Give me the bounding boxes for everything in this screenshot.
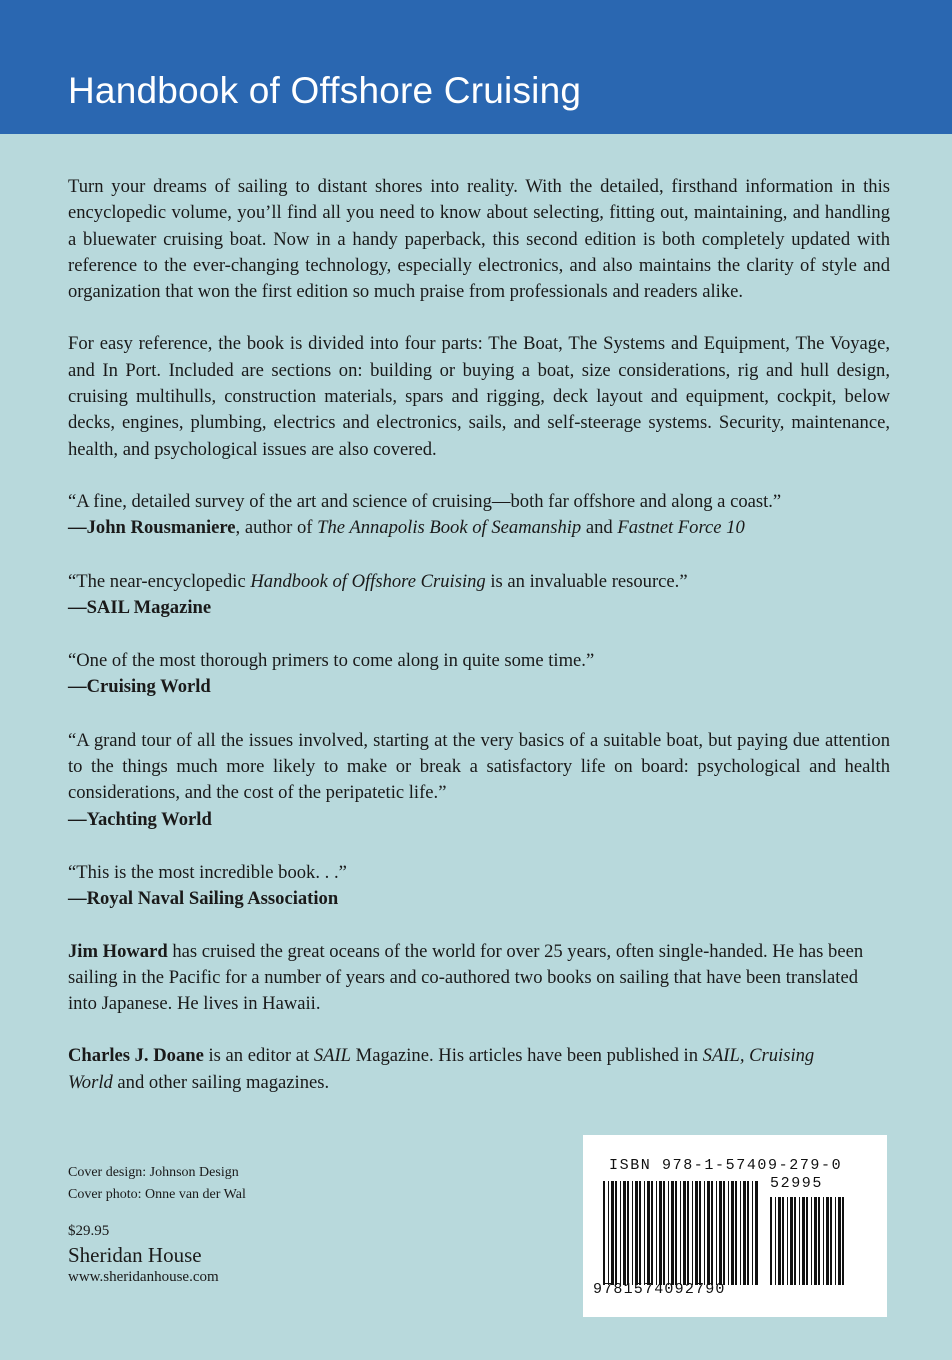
barcode-bar [647,1181,650,1285]
review-source: —SAIL Magazine [68,596,212,618]
barcode-bar [778,1197,781,1285]
isbn-barcode [583,1135,887,1317]
barcode-bar [787,1197,788,1285]
barcode-bar [782,1197,784,1285]
publisher-name: Sheridan House [68,1243,202,1267]
barcode-bar [692,1181,693,1285]
barcode-bar [699,1181,701,1285]
barcode-bar [740,1181,741,1285]
barcode-bar [835,1197,836,1285]
barcode-bar [752,1181,753,1285]
review-quote: “A fine, detailed survey of the art and science of cruising—both far offshore and along a coast.” [68,490,782,512]
barcode-bar [644,1181,645,1285]
price: $29.95 [68,1223,110,1239]
author-bio-howard: Jim Howard has cruised the great oceans of the world for over 25 years, often single-handed. He has been sailing in the Pacific for a number of years and co-authored two books on sailing that have been translated into Japanese. He lives in Hawaii. [68,940,864,1015]
author-bio-doane: Charles J. Doane is an editor at SAIL Magazine. His articles have been published in SAIL, Cruising World and other sailing magazines. [68,1045,815,1093]
review-3 [68,648,890,701]
description-paragraph: Turn your dreams of sailing to distant shores into reality. With the detailed, firsthand information in this encyclopedic volume, you’ll find all you need to know about selecting, fitting out, maintaining, and handling a bluewater cruising boat. Now in a handy paperback, this second edition is both completely updated with reference to the ever-changing technology, especially electronics, and also maintains the clarity of style and organization that won the first edition so much praise from professionals and readers alike. [68,176,890,303]
barcode-bar [799,1197,800,1285]
barcode-bar [711,1181,713,1285]
barcode-bar [651,1181,653,1285]
barcode-bar [723,1181,725,1285]
review-quote: “The near-encyclopedic Handbook of Offshore Cruising is an invaluable resource.” [68,570,688,592]
barcode-bar [675,1181,677,1285]
barcode-bar [802,1197,805,1285]
barcode-bar [639,1181,641,1285]
title-banner [0,0,952,134]
review-4 [68,728,890,833]
review-quote: “A grand tour of all the issues involved, starting at the very basics of a suitable boat, but paying due attention to the things much more likely to make or break a satisfactory life on board: psychological and health considerations, and the cost of the peripatetic life.” [68,729,890,804]
barcode-bar [671,1181,674,1285]
barcode-bar [823,1197,824,1285]
review-1 [68,489,890,542]
barcode-bar [790,1197,793,1285]
barcode-bar [632,1181,633,1285]
barcode-bar [603,1181,605,1285]
review-quote: “This is the most incredible book. . .” [68,861,347,883]
contents-paragraph: For easy reference, the book is divided into four parts: The Boat, The Systems and Equipment, The Voyage, and In Port. Included are sections on: building or buying a boat, size considerations, rig and hull design, cruising multihulls, construction materials, spars and rigging, deck layout and equipment, cockpit, below decks, engines, plumbing, electrics and electronics, sails, and self-steerage systems. Security, maintenance, health, and psychological issues are also covered. [68,333,890,460]
barcode-bar [623,1181,626,1285]
barcode-bar [747,1181,749,1285]
barcode-bar [818,1197,820,1285]
barcode-bar [687,1181,689,1285]
barcode-bar [838,1197,841,1285]
review-source: —Cruising World [68,676,211,698]
review-5 [68,860,890,913]
publisher-url: www.sheridanhouse.com [68,1269,219,1285]
review-quote: “One of the most thorough primers to come along in quite some time.” [68,650,595,672]
cover-design-credit: Cover design: Johnson Design [68,1165,239,1180]
back-cover-text [68,174,890,1096]
barcode-bar [611,1181,614,1285]
barcode-bar [656,1181,657,1285]
barcode-bar [830,1197,832,1285]
review-source: —John Rousmaniere, author of The Annapolis Book of Seamanship and Fastnet Force 10 [68,517,745,539]
barcode-bar [811,1197,812,1285]
barcode-bar [680,1181,681,1285]
barcode-bar [627,1181,629,1285]
barcode-bar [608,1181,609,1285]
review-2 [68,569,890,622]
barcode-bar [743,1181,746,1285]
barcode-bar [635,1181,638,1285]
isbn-text: ISBN 978-1-57409-279-0 [609,1157,843,1174]
barcode-bar [826,1197,829,1285]
barcode-bar [663,1181,665,1285]
barcode-bar [728,1181,729,1285]
barcode-bar [806,1197,808,1285]
barcode-bar [735,1181,737,1285]
barcode-bar [755,1181,758,1285]
ean-digits: 9781574092790 [593,1281,726,1298]
barcode-bar [659,1181,662,1285]
cover-credits [68,1162,246,1206]
cover-photo-credit: Cover photo: Onne van der Wal [68,1187,246,1202]
barcode-bar [794,1197,796,1285]
barcode-bar [620,1181,621,1285]
barcode-bar [814,1197,817,1285]
barcode-bar [668,1181,669,1285]
barcode-bar [842,1197,844,1285]
barcode-bar [707,1181,710,1285]
barcode-bar [695,1181,698,1285]
barcode-bar [615,1181,617,1285]
price-addon-digits: 52995 [770,1175,824,1192]
barcode-bar [704,1181,705,1285]
barcode-bar [719,1181,722,1285]
barcode-bar [716,1181,717,1285]
barcode-bar [770,1197,772,1285]
review-source: —Yachting World [68,808,212,830]
barcode-bar [775,1197,776,1285]
barcode-bar [683,1181,686,1285]
barcode-bar [731,1181,734,1285]
book-title: Handbook of Offshore Cruising [68,70,582,111]
review-source: —Royal Naval Sailing Association [68,888,339,910]
